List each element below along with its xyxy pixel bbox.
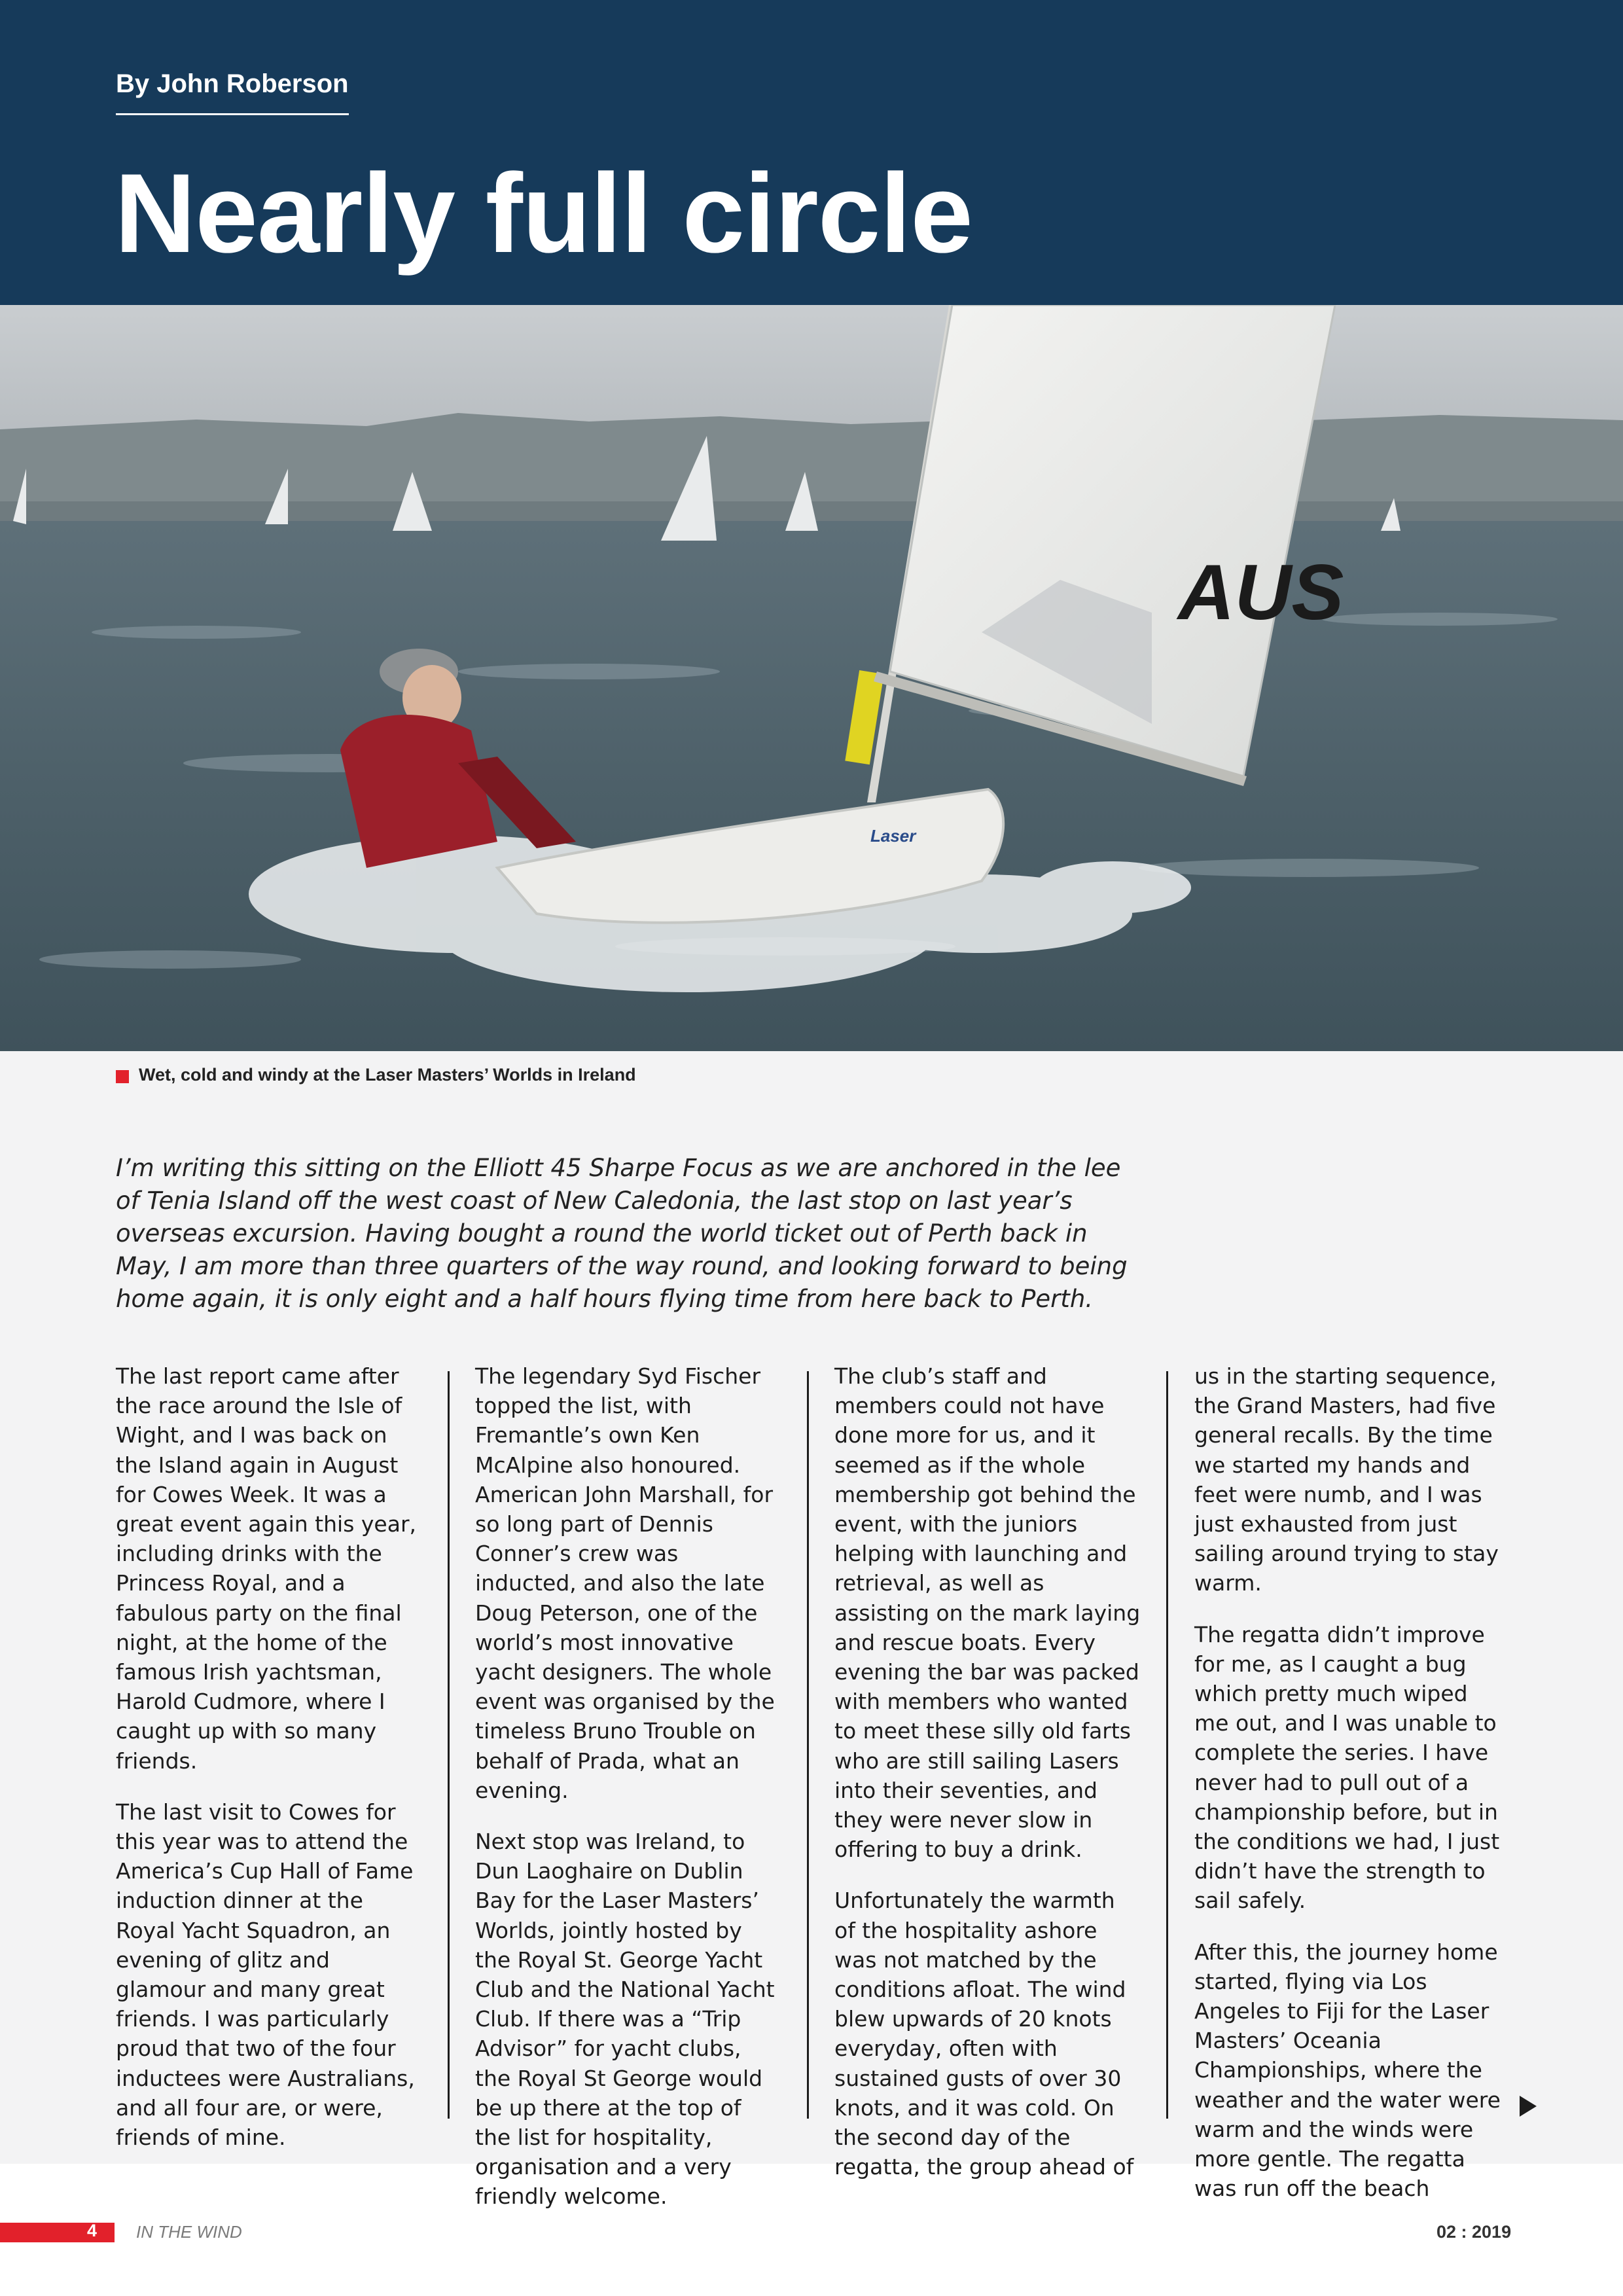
paragraph: Next stop was Ireland, to Dun Laoghaire on Dublin Bay for the Laser Masters’ Worlds, jointly hosted by the Royal St. George Yacht Club and the National Yacht Club. If there was a “Trip Advisor” for yacht clubs, the Royal St George would be up there at the top of the list for hospitality, organisation and a very friendly welcome.	[475, 1829, 775, 2210]
text-column-1	[116, 1361, 423, 2174]
text-column-2	[475, 1361, 783, 2233]
page-number-bar	[0, 2223, 115, 2242]
paragraph: The regatta didn’t improve for me, as I caught a bug which pretty much wiped me out, and I was unable to complete the series. I have never had to pull out of a championship before, but in the conditions we had, I just didn’t have the strength to sail safely.	[1194, 1621, 1500, 1914]
column-divider	[448, 1371, 450, 2119]
continue-arrow-icon	[1520, 2096, 1537, 2117]
text-column-4	[1194, 1361, 1502, 2225]
hero-photo	[0, 305, 1623, 1051]
paragraph: Unfortunately the warmth of the hospitality ashore was not matched by the conditions afloat. The wind blew upwards of 20 knots everyday, often with sustained gusts of over 30 knots, and it was cold. On the second day of the regatta, the group ahead of	[834, 1888, 1134, 2180]
caption-marker-icon	[116, 1070, 129, 1083]
byline: By John Roberson	[116, 69, 349, 115]
text-column-3	[834, 1361, 1142, 2203]
paragraph: After this, the journey home started, flying via Los Angeles to Fiji for the Laser Masters’ Oceania Championships, where the weather and the water were warm and the winds were more gentle. The regatta was run off the beach	[1194, 1939, 1501, 2202]
issue-number: 02 : 2019	[1436, 2222, 1512, 2242]
column-divider	[807, 1371, 809, 2119]
paragraph: The legendary Syd Fischer topped the list, with Fremantle’s own Ken McAlpine also honoured. American John Marshall, for so long part of Dennis Conner’s crew was inducted, and also the late Doug Peterson, one of the world’s most innovative yacht designers. The whole event was organised by the timeless Bruno Trouble on behalf of Prada, what an evening.	[475, 1363, 775, 1803]
publication-name: IN THE WIND	[136, 2222, 242, 2242]
intro-paragraph: I’m writing this sitting on the Elliott 45 Sharpe Focus as we are anchored in the lee of Tenia Island off the west coast of New Caledonia, the last stop on last year’s overseas excursion. Having bought a round the world ticket out of Perth back in May, I am more than three quarters of the way round, and looking forward to being home again, it is only eight and a half hours flying time from here back to Perth.	[116, 1154, 1128, 1313]
header-band	[0, 0, 1623, 305]
hull-logo: Laser	[870, 826, 916, 846]
laser-sailing-illustration	[0, 305, 1623, 1051]
paragraph: us in the starting sequence, the Grand Masters, had five general recalls. By the time we started my hands and feet were numb, and I was just exhausted from just sailing around trying to stay warm.	[1194, 1363, 1499, 1596]
page-number: 4	[87, 2221, 98, 2240]
paragraph: The last visit to Cowes for this year was to attend the America’s Cup Hall of Fame induction dinner at the Royal Yacht Squadron, an evening of glitz and glamour and many great friends. I was particularly proud that two of the four inductees were Australians, and all four are, or were, friends of mine.	[116, 1799, 415, 2151]
article-title: Nearly full circle	[115, 151, 972, 276]
column-divider	[1166, 1371, 1168, 2119]
paragraph: The club’s staff and members could not have done more for us, and it seemed as if the whole membership got behind the event, with the juniors helping with launching and retrieval, as well as assisting on the mark laying and rescue boats. Every evening the bar was packed with members who wanted to meet these silly old farts who are still sailing Lasers into their seventies, and they were never slow in offering to buy a drink.	[834, 1363, 1141, 1863]
sail-number: AUS	[1178, 548, 1344, 636]
photo-caption: Wet, cold and windy at the Laser Masters’ Worlds in Ireland	[139, 1065, 636, 1085]
paragraph: The last report came after the race around the Isle of Wight, and I was back on the Island again in August for Cowes Week. It was a great event again this year, including drinks with the Princess Royal, and a fabulous party on the final night, at the home of the famous Irish yachtsman, Harold Cudmore, where I caught up with so many friends.	[116, 1363, 417, 1774]
